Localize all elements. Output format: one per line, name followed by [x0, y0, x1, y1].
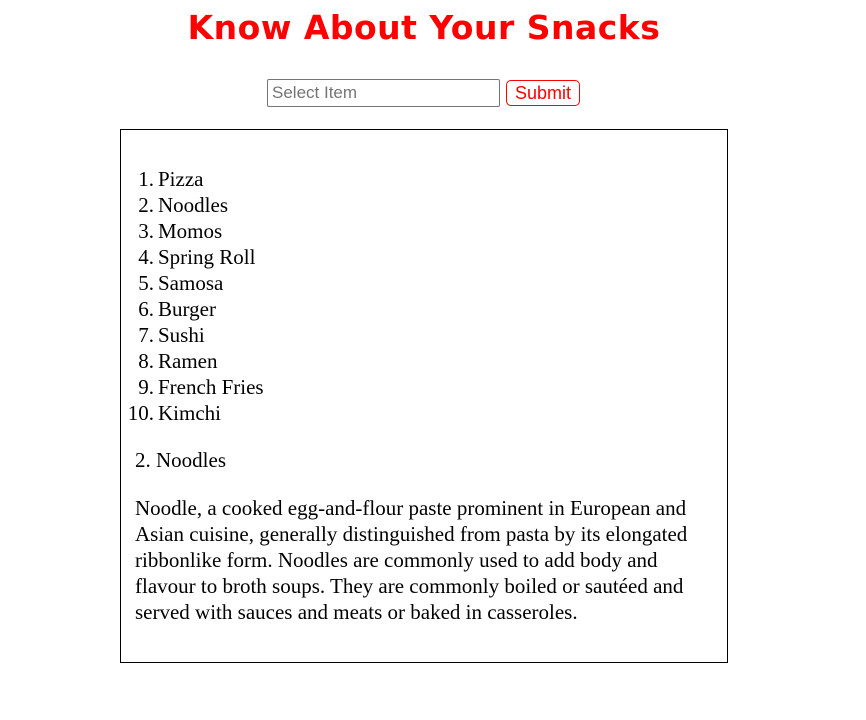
list-item — [138, 374, 264, 400]
list-item-number: 9. — [138, 375, 154, 399]
list-item-label: Ramen — [158, 349, 218, 373]
list-item-number: 2. — [138, 193, 154, 217]
list-item-label: Sushi — [158, 323, 205, 347]
list-item-label: Momos — [158, 219, 223, 243]
list-item — [138, 166, 264, 192]
selected-snack-heading: 2. Noodles — [135, 448, 226, 472]
snack-info-panel — [120, 129, 728, 663]
select-item-input[interactable] — [267, 79, 500, 107]
list-item-label: Samosa — [158, 271, 224, 295]
list-item-number: 10. — [127, 401, 154, 425]
list-item-label: Pizza — [158, 167, 204, 191]
list-item-label: Noodles — [158, 193, 228, 217]
list-item-number: 8. — [138, 349, 154, 373]
list-item-number: 7. — [138, 323, 154, 347]
snack-description: Noodle, a cooked egg-and-flour paste prominent in European and Asian cuisine, generally distinguished from pasta by its elongated ribbonlike form. Noodles are commonly used to add body and flavour to broth soups. They are commonly boiled or sautéed and served with sauces and meats or baked in casseroles. — [135, 496, 688, 624]
list-item-label: Spring Roll — [158, 245, 256, 269]
list-item — [138, 296, 264, 322]
list-item-label: Kimchi — [158, 401, 221, 425]
list-item — [138, 218, 264, 244]
list-item-number: 5. — [138, 271, 154, 295]
list-item-number: 1. — [138, 167, 154, 191]
list-item — [138, 322, 264, 348]
page-title: Know About Your Snacks — [187, 8, 661, 47]
list-item — [127, 400, 264, 426]
list-item-number: 6. — [138, 297, 154, 321]
list-item — [138, 192, 264, 218]
list-item-number: 3. — [138, 219, 154, 243]
snack-list — [127, 166, 264, 426]
snack-select-form — [267, 79, 580, 107]
list-item-label: French Fries — [158, 375, 264, 399]
submit-button[interactable]: Submit — [506, 80, 580, 106]
list-item-number: 4. — [138, 245, 154, 269]
list-item-label: Burger — [158, 297, 216, 321]
list-item — [138, 244, 264, 270]
list-item — [138, 348, 264, 374]
list-item — [138, 270, 264, 296]
